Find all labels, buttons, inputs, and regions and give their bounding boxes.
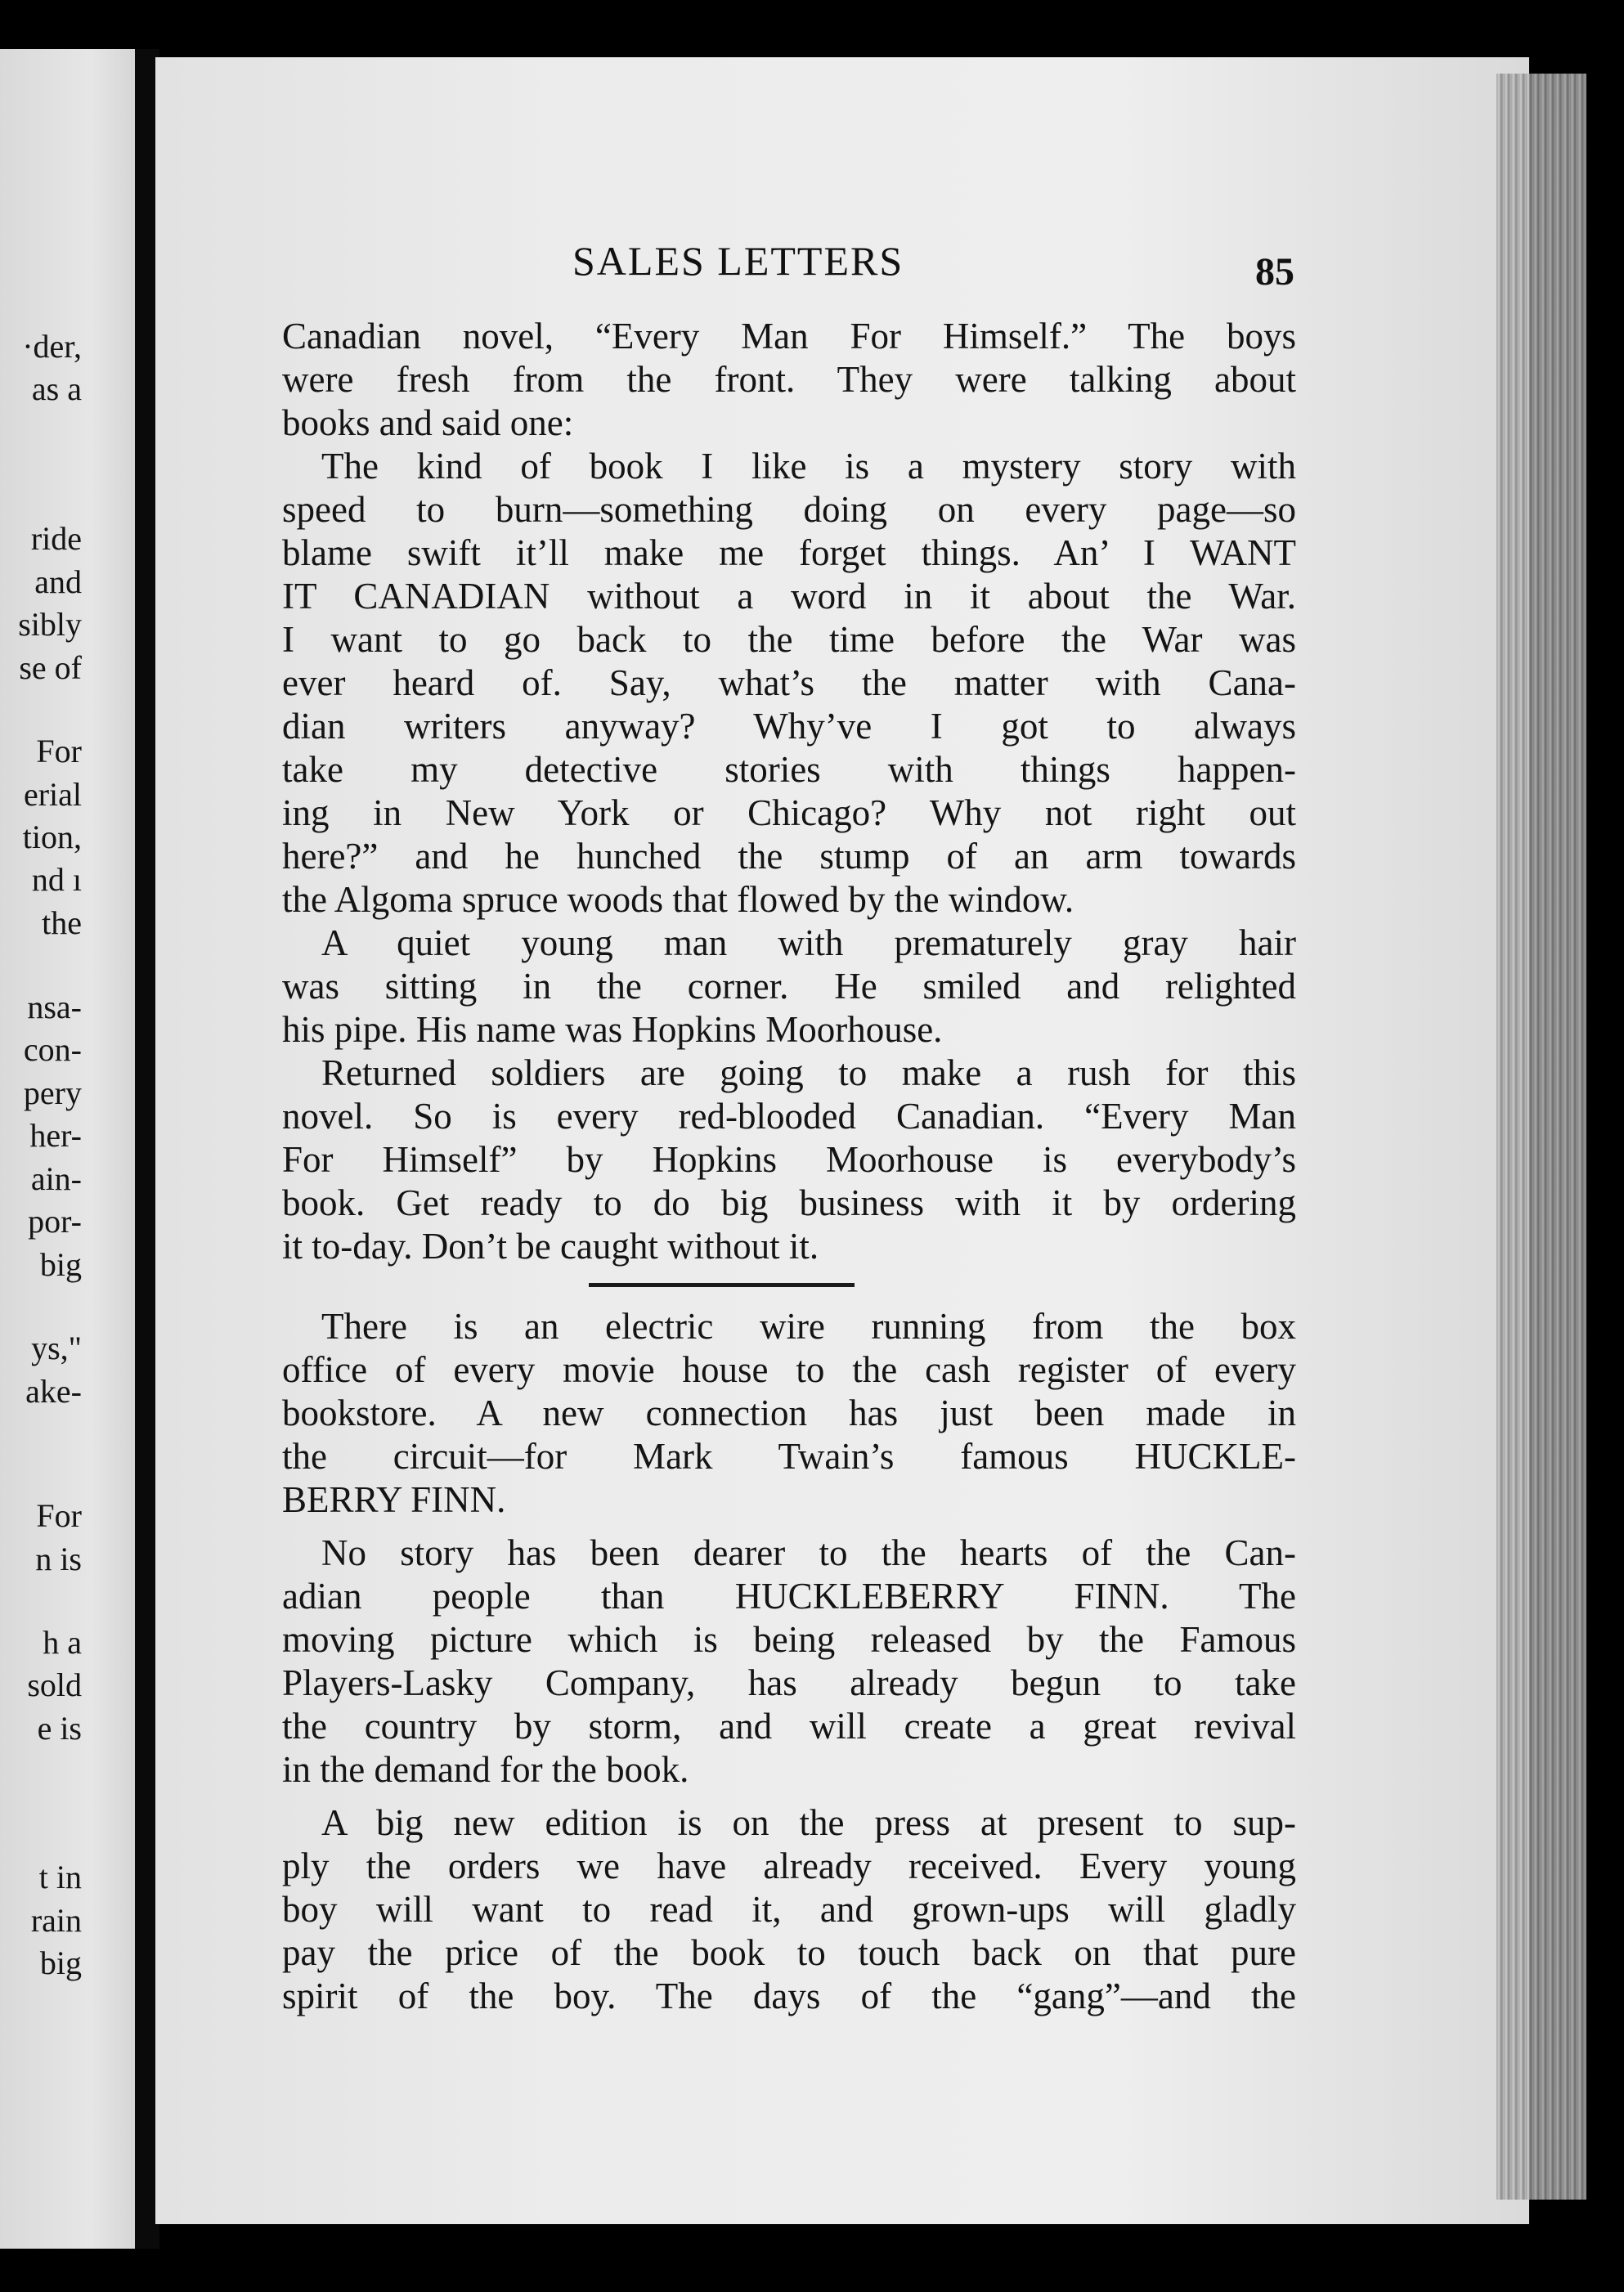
text-line: Canadian novel, “Every Man For Himself.” The boys xyxy=(282,316,1296,357)
left-page-fragment: por- xyxy=(28,1203,82,1240)
text-line: in the demand for the book. xyxy=(282,1749,689,1790)
text-line: pay the price of the book to touch back on that pure xyxy=(282,1932,1296,1973)
text-line: A quiet young man with prematurely gray hair xyxy=(321,922,1296,963)
text-line: BERRY FINN. xyxy=(282,1479,506,1520)
page-number: 85 xyxy=(1255,250,1294,294)
left-page-fragment: erial xyxy=(23,776,82,813)
text-line: bookstore. A new connection has just been made in xyxy=(282,1393,1296,1433)
text-line: Returned soldiers are going to make a rush for this xyxy=(321,1052,1296,1093)
left-page-fragment: se of xyxy=(19,649,82,686)
text-line: it to-day. Don’t be caught without it. xyxy=(282,1226,819,1267)
text-line: the Algoma spruce woods that flowed by the window. xyxy=(282,879,1074,920)
paragraph xyxy=(282,1801,1296,2018)
left-page-fragment: e is xyxy=(37,1710,82,1747)
text-line: adian people than HUCKLEBERRY FINN. The xyxy=(282,1576,1296,1617)
left-page-fragment: ys," xyxy=(31,1330,82,1366)
left-page-fragment: ·der, xyxy=(22,328,82,365)
running-title: SALES LETTERS xyxy=(572,238,904,284)
left-page-fragment: tion, xyxy=(22,819,82,855)
left-page-fragment: the xyxy=(42,904,82,941)
text-line: I want to go back to the time before the War was xyxy=(282,619,1296,660)
text-line: ply the orders we have already received. Every young xyxy=(282,1846,1296,1886)
left-page-fragment: For xyxy=(36,733,82,769)
left-page-fragment: t in xyxy=(38,1859,82,1895)
left-page-fragment: nsa- xyxy=(27,989,82,1025)
text-line: spirit of the boy. The days of the “gang”—and the xyxy=(282,1976,1296,2016)
text-line: were fresh from the front. They were talking about xyxy=(282,359,1296,400)
left-page-fragment: rain xyxy=(30,1902,82,1939)
left-page-fragment: con- xyxy=(23,1031,82,1068)
left-page-fragment: h a xyxy=(43,1624,82,1661)
text-line: the country by storm, and will create a great revival xyxy=(282,1706,1296,1747)
text-line: moving picture which is being released by the Famous xyxy=(282,1619,1296,1660)
text-line: speed to burn—something doing on every page—so xyxy=(282,489,1296,530)
left-page-fragment: as a xyxy=(31,370,82,407)
page-edges xyxy=(1496,74,1586,2200)
text-line: office of every movie house to the cash register of every xyxy=(282,1349,1296,1390)
text-line: No story has been dearer to the hearts of the Can- xyxy=(321,1532,1296,1573)
text-line: the circuit—for Mark Twain’s famous HUCKLE- xyxy=(282,1436,1296,1477)
text-line: books and said one: xyxy=(282,402,574,443)
left-page-fragment: n is xyxy=(35,1541,82,1577)
page-body xyxy=(282,315,1296,2018)
left-page-fragment: sibly xyxy=(18,606,82,643)
text-line: IT CANADIAN without a word in it about the War. xyxy=(282,576,1296,617)
left-page-fragment: pery xyxy=(23,1074,82,1111)
left-page-fragment: ake- xyxy=(25,1373,82,1410)
section-divider xyxy=(589,1283,855,1287)
left-page-fragment: For xyxy=(36,1497,82,1534)
text-line: his pipe. His name was Hopkins Moorhouse. xyxy=(282,1009,943,1050)
text-line: There is an electric wire running from the box xyxy=(321,1306,1296,1347)
left-page-fragment: nd ı xyxy=(31,861,82,898)
paragraph xyxy=(282,1305,1296,1522)
text-line: ing in New York or Chicago? Why not right out xyxy=(282,792,1296,833)
text-line: Players-Lasky Company, has already begun to take xyxy=(282,1662,1296,1703)
paragraph xyxy=(282,1052,1296,1268)
left-page-fragment: ride xyxy=(30,520,82,557)
left-page-fragment: and xyxy=(34,563,82,600)
text-line: book. Get ready to do big business with it by ordering xyxy=(282,1182,1296,1223)
paragraph xyxy=(282,445,1296,922)
left-page-fragment: big xyxy=(39,1246,82,1283)
text-line: boy will want to read it, and grown-ups will gladly xyxy=(282,1889,1296,1930)
text-line: A big new edition is on the press at present to sup- xyxy=(321,1802,1296,1843)
text-line: novel. So is every red-blooded Canadian. “Every Man xyxy=(282,1096,1296,1137)
left-page-fragment: big xyxy=(39,1944,82,1981)
text-line: here?” and he hunched the stump of an arm towards xyxy=(282,836,1296,877)
text-line: The kind of book I like is a mystery story with xyxy=(321,446,1296,487)
paragraph xyxy=(282,1532,1296,1792)
text-line: dian writers anyway? Why’ve I got to always xyxy=(282,706,1296,747)
left-page-fragment: her- xyxy=(29,1117,82,1154)
text-line: was sitting in the corner. He smiled and relighted xyxy=(282,966,1296,1007)
text-line: ever heard of. Say, what’s the matter with Cana- xyxy=(282,662,1296,703)
left-page-fragment: ain- xyxy=(30,1160,82,1197)
left-page-fragment: sold xyxy=(27,1666,82,1703)
paragraph xyxy=(282,315,1296,445)
text-line: take my detective stories with things happen- xyxy=(282,749,1296,790)
text-line: For Himself” by Hopkins Moorhouse is everybody’s xyxy=(282,1139,1296,1180)
text-line: blame swift it’ll make me forget things. An’ I WANT xyxy=(282,532,1296,573)
paragraph xyxy=(282,922,1296,1052)
